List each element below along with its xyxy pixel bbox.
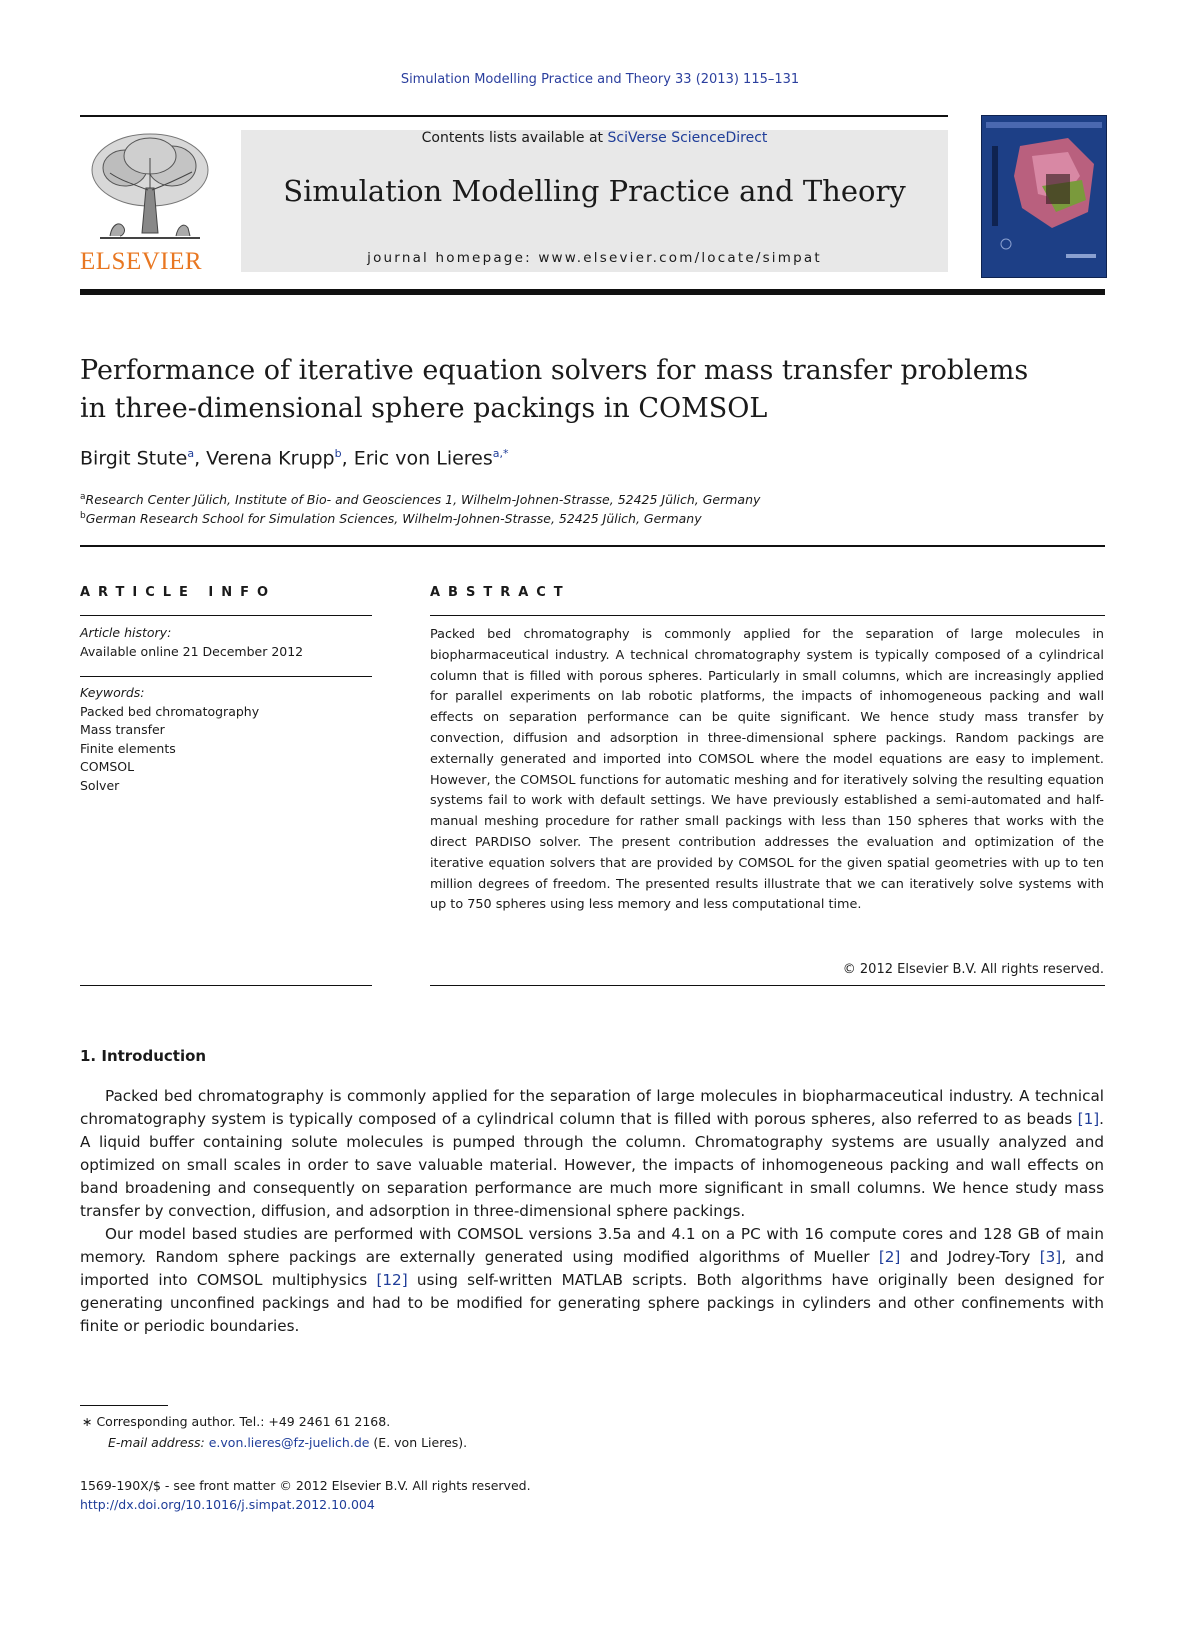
paragraph-text: Packed bed chromatography is commonly applied for the separation of large molecules in biopharmaceutical industry. A technical chromatography system is typically composed of a cylindrical column that is filled with porous spheres, also referred to as beads <box>80 1087 1104 1128</box>
email-note <box>108 1435 467 1450</box>
asterisk-icon: ∗ <box>82 1414 97 1429</box>
article-history <box>80 624 370 661</box>
sciencedirect-link[interactable]: SciVerse ScienceDirect <box>607 130 768 146</box>
paper-title-line-2: in three-dimensional sphere packings in COMSOL <box>80 393 768 424</box>
author-affiliation-mark[interactable]: a,* <box>492 447 509 460</box>
article-info-heading: ARTICLE INFO <box>80 585 277 600</box>
running-head: Simulation Modelling Practice and Theory 33 (2013) 115–131 <box>400 72 800 87</box>
journal-title: Simulation Modelling Practice and Theory <box>283 174 906 208</box>
email-label: E-mail address: <box>108 1435 209 1450</box>
abstract-copyright: © 2012 Elsevier B.V. All rights reserved. <box>842 962 1104 977</box>
introduction-body <box>80 1085 1104 1338</box>
section-heading: 1. Introduction <box>80 1047 207 1065</box>
affiliation <box>80 511 702 526</box>
citation-link[interactable]: [1] <box>1077 1110 1100 1128</box>
author-name: Verena Krupp <box>206 447 335 470</box>
citation-link[interactable]: [12] <box>376 1271 408 1289</box>
abstract-rule <box>430 615 1105 616</box>
paragraph-text: . A liquid buffer containing solute molecules is pumped through the column. Chromatography systems are usually analyzed and optimized on small scales in order to save valuable material. However, the impacts of inhomogeneous packing and wall effects on band broadening and consequently on separation performance are much more significant in small columns. We hence study mass transfer by convection, diffusion, and adsorption in three-dimensional sphere packings. <box>80 1110 1104 1220</box>
doi-link[interactable]: http://dx.doi.org/10.1016/j.simpat.2012.10.004 <box>80 1497 375 1512</box>
email-suffix: (E. von Lieres). <box>369 1435 468 1450</box>
section-rule <box>80 545 1105 547</box>
keywords-rule <box>80 676 372 677</box>
paper-title <box>80 352 1110 428</box>
keyword-item: Packed bed chromatography <box>80 703 260 719</box>
affiliation-text: Research Center Jülich, Institute of Bio- and Geosciences 1, Wilhelm-Johnen-Strasse, 52425 Jülich, Germany <box>85 492 761 508</box>
affiliation <box>80 492 760 507</box>
corresponding-author-note <box>82 1414 390 1429</box>
author-affiliation-mark[interactable]: a <box>187 447 195 460</box>
cover-art-icon <box>982 116 1106 277</box>
keywords-label: Keywords: <box>80 685 145 700</box>
history-value: Available online 21 December 2012 <box>80 643 304 659</box>
header-bottom-rule <box>80 289 1105 295</box>
journal-cover-image <box>981 115 1107 278</box>
paper-title-line-1: Performance of iterative equation solvers for mass transfer problems <box>80 355 1029 386</box>
keyword-item: Mass transfer <box>80 722 165 737</box>
paragraph-text: , and imported into COMSOL multiphysics <box>80 1248 1105 1289</box>
paragraph-text: and Jodrey-Tory <box>900 1248 1040 1266</box>
footnote-rule <box>80 1405 168 1406</box>
history-label: Article history: <box>80 625 172 640</box>
elsevier-wordmark: ELSEVIER <box>80 248 203 275</box>
keywords-block <box>80 684 370 795</box>
contents-prefix: Contents lists available at <box>421 130 608 146</box>
article-info-bottom-rule <box>80 985 372 986</box>
author-affiliation-mark[interactable]: b <box>334 447 342 460</box>
paragraph-text: using self-written MATLAB scripts. Both algorithms have originally been designed for generating unconfined packings and had to be modified for generating sphere packings in cylinders and other confinements with finite or periodic boundaries. <box>80 1271 1104 1335</box>
abstract-heading: ABSTRACT <box>430 585 571 600</box>
citation-link[interactable]: [3] <box>1039 1248 1062 1266</box>
keyword-item: COMSOL <box>80 759 135 774</box>
keyword-item: Solver <box>80 777 120 793</box>
journal-homepage[interactable]: journal homepage: www.elsevier.com/locate/simpat <box>367 250 822 266</box>
author-name: Eric von Lieres <box>353 447 493 470</box>
footnote-text: Corresponding author. Tel.: +49 2461 61 2168. <box>96 1414 391 1429</box>
affiliation-text: German Research School for Simulation Sciences, Wilhelm-Johnen-Strasse, 52425 Jülich, Germany <box>85 511 702 527</box>
paragraph-text: Our model based studies are performed with COMSOL versions 3.5a and 4.1 on a PC with 16 compute cores and 128 GB of main memory. Random sphere packings are externally generated using modified algorithms of Mueller <box>80 1225 1104 1266</box>
author-name: Birgit Stute <box>80 447 188 470</box>
affiliation-mark: b <box>80 511 86 521</box>
abstract-text: Packed bed chromatography is commonly applied for the separation of large molecules in biopharmaceutical industry. A technical chromatography system is typically composed of a cylindrical column that is filled with porous spheres. Particularly in small columns, which are increasingly applied for parallel experiments on lab robotic platforms, the impacts of inhomogeneous packing and wall effects on separation performance can be quite significant. We hence study mass transfer by convection, diffusion and adsorption in three-dimensional sphere packings. Random packings are externally generated and imported into COMSOL where the model equations are easy to implement. However, the COMSOL functions for automatic meshing and for iteratively solving the resulting equation systems fail to work with default settings. We have previously established a semi-automated and half-manual meshing procedure for rather small packings with less than 150 spheres that works with the direct PARDISO solver. The present contribution addresses the evaluation and optimization of the iterative equation solvers that are provided by COMSOL for the given spatial geometries with up to ten million degrees of freedom. The presented results illustrate that we can iteratively solve systems with up to 750 spheres using less memory and less computational time. <box>430 627 1104 913</box>
affiliation-mark: a <box>80 492 86 502</box>
issn-line: 1569-190X/$ - see front matter © 2012 Elsevier B.V. All rights reserved. <box>80 1478 531 1493</box>
paragraph <box>80 1085 1104 1223</box>
header-top-rule <box>80 115 948 117</box>
article-info-rule <box>80 615 372 616</box>
email-link[interactable]: e.von.lieres@fz-juelich.de <box>208 1435 370 1450</box>
citation-link[interactable]: [2] <box>878 1248 901 1266</box>
elsevier-tree-icon <box>80 128 220 246</box>
paragraph <box>80 1223 1104 1338</box>
keyword-item: Finite elements <box>80 740 176 756</box>
author-list: Birgit Stute$^a$, Verena Krupp$^b$, Eric von Lieres$^{a,*}$ <box>80 447 509 470</box>
abstract-bottom-rule <box>430 985 1105 986</box>
contents-line <box>241 130 948 146</box>
